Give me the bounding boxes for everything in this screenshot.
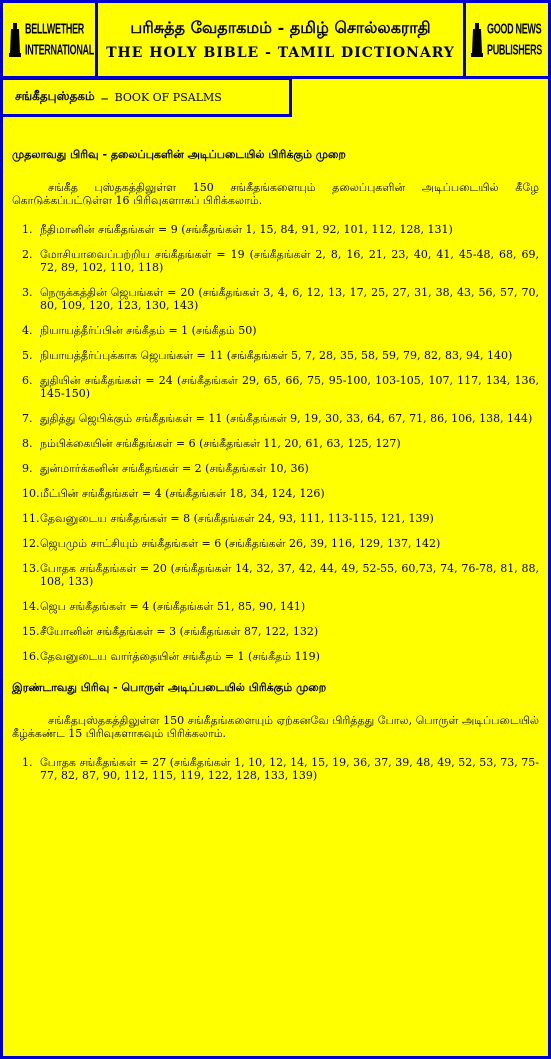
header (0, 0, 551, 79)
list-item-text: போதக சங்கீதங்கள் = 27 (சங்கீதங்கள் 1, 10, 12, 14, 15, 19, 36, 37, 39, 48, 49, 52, 53, 73, 75-77, 82, 87, 90, 112, 115, 119, 122, 128, 133, 139) (40, 756, 539, 782)
list-item (22, 600, 539, 613)
good-news-logo (463, 0, 551, 79)
list-item-number: 6. (22, 374, 33, 387)
part2-intro: சங்கீதபுஸ்தகத்திலுள்ள 150 சங்கீதங்களையும் ஏற்கனவே பிரித்தது போல, பொருள் அடிப்படையில் கீழ்க்கண்ட 15 பிரிவுகளாகவும் பிரிக்கலாம். (12, 714, 539, 740)
list-item (22, 756, 539, 782)
list-item (22, 537, 539, 550)
list-item-text: நியாயத்தீர்ப்புக்காக ஜெபங்கள் = 11 (சங்கீதங்கள் 5, 7, 28, 35, 58, 59, 79, 82, 83, 94, 140) (40, 349, 513, 362)
part1-list (12, 223, 539, 663)
title-english: THE HOLY BIBLE - TAMIL DICTIONARY (106, 45, 455, 61)
list-item-text: நெருக்கத்தின் ஜெபங்கள் = 20 (சங்கீதங்கள் 3, 4, 6, 12, 13, 17, 25, 27, 31, 38, 43, 56, 57, 70, 80, 109, 120, 123, 130, 143) (40, 286, 539, 312)
part2-heading: இரண்டாவது பிரிவு - பொருள் அடிப்படையில் பிரிக்கும் முறை (12, 681, 327, 694)
list-item (22, 412, 539, 425)
list-item-number: 1. (22, 223, 33, 236)
content (12, 148, 539, 794)
left-logo-text: BELLWETHER INTERNATIONAL (25, 20, 94, 58)
list-item-number: 15. (22, 625, 40, 638)
list-item-number: 10. (22, 487, 40, 500)
bell-tower-icon (9, 23, 21, 57)
list-item-text: போதக சங்கீதங்கள் = 20 (சங்கீதங்கள் 14, 32, 37, 42, 44, 49, 52-55, 60,73, 74, 76-78, 81, 88, 108, 133) (40, 562, 539, 588)
list-item-text: ஜெப சங்கீதங்கள் = 4 (சங்கீதங்கள் 51, 85, 90, 141) (40, 600, 306, 613)
part2-list (12, 756, 539, 782)
list-item-number: 11. (22, 512, 40, 525)
list-item-text: ஜெபமும் சாட்சியும் சங்கீதங்கள் = 6 (சங்கீதங்கள் 26, 39, 116, 129, 137, 142) (40, 537, 441, 550)
list-item-number: 2. (22, 248, 33, 261)
list-item-number: 8. (22, 437, 33, 450)
list-item (22, 625, 539, 638)
list-item (22, 462, 539, 475)
list-item-text: சீயோனின் சங்கீதங்கள் = 3 (சங்கீதங்கள் 87, 122, 132) (40, 625, 319, 638)
section-title-english: BOOK OF PSALMS (114, 90, 222, 104)
list-item-number: 7. (22, 412, 33, 425)
list-item (22, 324, 539, 337)
list-item-text: மீட்பின் சங்கீதங்கள் = 4 (சங்கீதங்கள் 18, 34, 124, 126) (40, 487, 325, 500)
part1-intro: சங்கீத புஸ்தகத்திலுள்ள 150 சங்கீதங்களையும் தலைப்புகளின் அடிப்படையில் கீழே கொடுக்கப்பட்டுள்ள 16 பிரிவுகளாகப் பிரிக்கலாம். (12, 181, 539, 207)
list-item (22, 437, 539, 450)
list-item-number: 4. (22, 324, 33, 337)
section-title (0, 77, 292, 117)
list-item-text: துதியின் சங்கீதங்கள் = 24 (சங்கீதங்கள் 29, 65, 66, 75, 95-100, 103-105, 107, 117, 134, 136, 145-150) (40, 374, 539, 400)
title-tamil: பரிசுத்த வேதாகமம் - தமிழ் சொல்லகராதி (130, 18, 431, 37)
list-item-text: துன்மார்க்கனின் சங்கீதங்கள் = 2 (சங்கீதங்கள் 10, 36) (40, 462, 309, 475)
list-item (22, 374, 539, 400)
right-logo-text: GOOD NEWS PUBLISHERS (487, 20, 543, 58)
list-item-number: 5. (22, 349, 33, 362)
list-item-text: துதித்து ஜெபிக்கும் சங்கீதங்கள் = 11 (சங்கீதங்கள் 9, 19, 30, 33, 64, 67, 71, 86, 106, 138, 144) (40, 412, 533, 425)
list-item-number: 12. (22, 537, 40, 550)
list-item-number: 16. (22, 650, 40, 663)
list-item-number: 13. (22, 562, 40, 575)
section-title-dash: – (100, 87, 109, 107)
list-item (22, 248, 539, 274)
list-item-text: தேவனுடைய வார்த்தையின் சங்கீதம் = 1 (சங்கீதம் 119) (40, 650, 320, 663)
list-item (22, 487, 539, 500)
list-item (22, 286, 539, 312)
list-item-number: 9. (22, 462, 33, 475)
list-item (22, 223, 539, 236)
list-item (22, 512, 539, 525)
list-item-text: மோசியாவைப்பற்றிய சங்கீதங்கள் = 19 (சங்கீதங்கள் 2, 8, 16, 21, 23, 40, 41, 45-48, 68, 69, 72, 89, 102, 110, 118) (40, 248, 539, 274)
list-item (22, 349, 539, 362)
list-item (22, 562, 539, 588)
title-box (95, 0, 466, 79)
list-item-number: 1. (22, 756, 33, 769)
bell-tower-icon (471, 23, 483, 57)
list-item-text: நம்பிக்கையின் சங்கீதங்கள் = 6 (சங்கீதங்கள் 11, 20, 61, 63, 125, 127) (40, 437, 401, 450)
part1-heading: முதலாவது பிரிவு - தலைப்புகளின் அடிப்படையில் பிரிக்கும் முறை (12, 148, 346, 161)
list-item-text: நீதிமானின் சங்கீதங்கள் = 9 (சங்கீதங்கள் 1, 15, 84, 91, 92, 101, 112, 128, 131) (40, 223, 453, 236)
list-item-text: தேவனுடைய சங்கீதங்கள் = 8 (சங்கீதங்கள் 24, 93, 111, 113-115, 121, 139) (40, 512, 434, 525)
bellwether-logo (0, 0, 98, 79)
section-title-tamil: சங்கீதபுஸ்தகம் (15, 89, 95, 103)
list-item-text: நியாயத்தீர்ப்பின் சங்கீதம் = 1 (சங்கீதம் 50) (40, 324, 257, 337)
list-item-number: 14. (22, 600, 40, 613)
list-item-number: 3. (22, 286, 33, 299)
list-item (22, 650, 539, 663)
